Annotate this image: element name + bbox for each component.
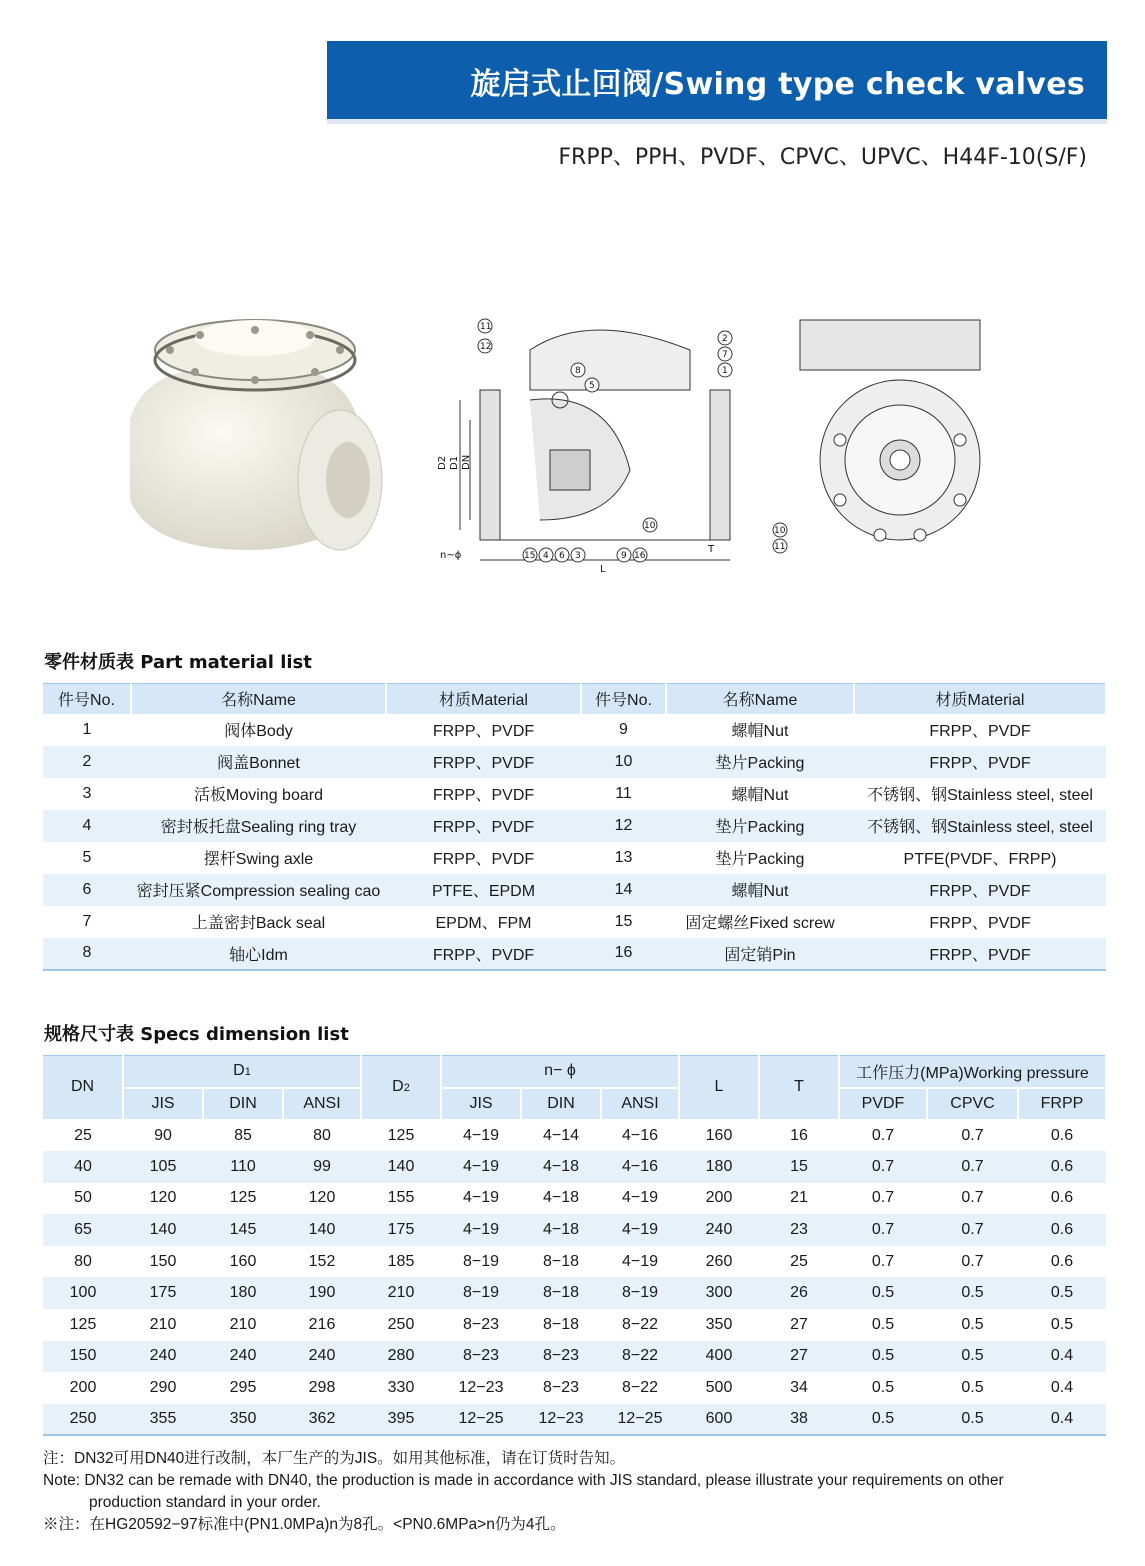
col-dn: DN xyxy=(43,1056,123,1120)
table-cell: 21 xyxy=(790,1189,808,1207)
table-cell: 4−19 xyxy=(462,1189,500,1207)
table-cell: FRPP、PVDF xyxy=(854,746,1106,778)
parts-row xyxy=(43,906,1106,938)
callout-12 xyxy=(478,339,492,353)
table-cell: 40 xyxy=(43,1151,123,1183)
table-cell: 25 xyxy=(790,1252,808,1270)
part-material-table xyxy=(43,683,1107,971)
table-cell: 密封压紧Compression sealing cao xyxy=(131,874,386,906)
table-cell: 阀盖Bonnet xyxy=(131,746,386,778)
table-cell: 0.5 xyxy=(927,1277,1018,1309)
table-cell: 12−25 xyxy=(441,1404,521,1436)
note-en: Note: DN32 can be remade with DN40, the production is made in accordance with JIS standard, please illustrate your requirements on other xyxy=(43,1472,1004,1489)
table-cell: 140 xyxy=(283,1214,361,1246)
table-cell: 0.7 xyxy=(839,1214,927,1246)
specs-header-row-2 xyxy=(43,1088,1106,1120)
sub-ansi: ANSI xyxy=(283,1088,361,1120)
sub-frpp: FRPP xyxy=(1018,1088,1106,1120)
callout-4 xyxy=(539,548,553,562)
table-cell: 12−25 xyxy=(601,1404,679,1436)
parts-row xyxy=(43,778,1106,810)
table-cell: 0.7 xyxy=(961,1126,984,1144)
table-cell: 0.7 xyxy=(871,1189,895,1207)
sub-din: DIN xyxy=(521,1088,601,1120)
table-cell: 350 xyxy=(203,1404,283,1436)
callout-11 xyxy=(478,319,492,333)
table-cell: 395 xyxy=(361,1404,441,1436)
table-cell: 99 xyxy=(283,1151,361,1183)
table-cell: EPDM、FPM xyxy=(435,915,532,932)
table-cell: 不锈钢、钢Stainless steel, steel xyxy=(867,787,1093,804)
table-cell: PTFE(PVDF、FRPP) xyxy=(903,851,1057,868)
table-cell: FRPP、PVDF xyxy=(929,723,1031,740)
table-cell: 4−19 xyxy=(621,1252,659,1270)
svg-text:1: 1 xyxy=(722,366,728,376)
callout-5 xyxy=(585,378,599,392)
table-cell: 0.4 xyxy=(1018,1341,1106,1373)
callout-10 xyxy=(643,518,657,532)
callout-8 xyxy=(571,363,585,377)
table-cell: 8−23 xyxy=(521,1341,601,1373)
table-cell: 160 xyxy=(229,1252,257,1270)
table-cell: 0.7 xyxy=(871,1126,895,1144)
callout-7 xyxy=(718,347,732,361)
svg-text:6: 6 xyxy=(559,551,565,561)
note-en-cont: production standard in your order. xyxy=(89,1494,321,1511)
table-cell: 145 xyxy=(203,1214,283,1246)
specs-section-title: 规格尺寸表 Specs dimension list xyxy=(44,1024,349,1045)
table-cell: FRPP、PVDF xyxy=(432,851,535,868)
dim-d1: D1 xyxy=(449,455,460,470)
table-cell: FRPP、PVDF xyxy=(929,915,1031,932)
callout-6 xyxy=(555,548,569,562)
table-cell: 240 xyxy=(679,1214,759,1246)
table-cell: 2 xyxy=(43,746,131,778)
table-cell: 0.4 xyxy=(1050,1379,1074,1397)
table-cell: 摆杆Swing axle xyxy=(203,851,314,868)
table-cell: 38 xyxy=(759,1404,839,1436)
table-cell: 240 xyxy=(283,1341,361,1373)
sub-jis: JIS xyxy=(441,1088,521,1120)
title-banner xyxy=(327,41,1107,119)
svg-text:11: 11 xyxy=(774,542,786,552)
table-cell: 125 xyxy=(229,1189,257,1207)
table-cell: 250 xyxy=(387,1315,415,1333)
parts-row xyxy=(43,714,1106,746)
table-cell: 上盖密封Back seal xyxy=(191,915,326,932)
table-cell: FRPP、PVDF xyxy=(854,874,1106,906)
sub-jis: JIS xyxy=(123,1088,203,1120)
table-cell: 0.6 xyxy=(1050,1252,1074,1270)
col-no: 件号No. xyxy=(581,684,666,714)
specs-row xyxy=(43,1214,1106,1246)
table-cell: 4−19 xyxy=(441,1151,521,1183)
table-cell: 0.5 xyxy=(839,1277,927,1309)
table-cell: 4−19 xyxy=(462,1126,500,1144)
table-cell: 240 xyxy=(203,1341,283,1373)
svg-text:5: 5 xyxy=(589,381,595,391)
table-cell: 140 xyxy=(123,1214,203,1246)
table-cell: 6 xyxy=(43,874,131,906)
table-cell: 140 xyxy=(361,1151,441,1183)
table-cell: 0.5 xyxy=(1050,1315,1074,1333)
col-material: 材质Material xyxy=(386,684,581,714)
table-cell: 0.5 xyxy=(839,1341,927,1373)
specs-row xyxy=(43,1309,1106,1341)
parts-row xyxy=(43,842,1106,874)
table-cell: 23 xyxy=(759,1214,839,1246)
svg-text:10: 10 xyxy=(644,521,656,531)
table-cell: 25 xyxy=(74,1126,92,1144)
svg-text:4: 4 xyxy=(543,551,549,561)
sub-cpvc: CPVC xyxy=(927,1088,1018,1120)
table-cell: 轴心Idm xyxy=(131,938,386,970)
dim-l: L xyxy=(600,564,606,575)
table-cell: 180 xyxy=(679,1151,759,1183)
table-cell: 0.5 xyxy=(839,1404,927,1436)
table-cell: 4−18 xyxy=(521,1151,601,1183)
table-cell: 4−19 xyxy=(601,1214,679,1246)
table-cell: 8−23 xyxy=(462,1315,500,1333)
table-cell: 4−16 xyxy=(621,1126,659,1144)
table-cell: FRPP、PVDF xyxy=(386,810,581,842)
dim-dn: DN xyxy=(461,454,472,470)
table-cell: 125 xyxy=(387,1126,415,1144)
parts-row xyxy=(43,938,1106,970)
table-cell: 8−22 xyxy=(621,1315,659,1333)
table-cell: 185 xyxy=(387,1252,415,1270)
table-cell: 175 xyxy=(361,1214,441,1246)
table-cell: 4−19 xyxy=(621,1189,659,1207)
table-cell: 400 xyxy=(679,1341,759,1373)
specs-row xyxy=(43,1246,1106,1278)
table-cell: 210 xyxy=(361,1277,441,1309)
table-cell: 4−16 xyxy=(601,1151,679,1183)
materials-subtitle: FRPP、PPH、PVDF、CPVC、UPVC、H44F-10(S/F) xyxy=(558,145,1087,170)
front-callout-11 xyxy=(773,539,787,553)
table-cell: 290 xyxy=(149,1379,177,1397)
table-cell: 216 xyxy=(308,1315,336,1333)
dim-d2: D2 xyxy=(437,455,448,470)
table-cell: 27 xyxy=(759,1341,839,1373)
table-cell: 不锈钢、钢Stainless steel, steel xyxy=(854,810,1106,842)
table-cell: 362 xyxy=(283,1404,361,1436)
table-cell: 155 xyxy=(387,1189,415,1207)
svg-text:3: 3 xyxy=(575,551,581,561)
svg-text:2: 2 xyxy=(722,334,728,344)
parts-header-row xyxy=(43,684,1106,714)
table-cell: 12−23 xyxy=(521,1404,601,1436)
specs-row xyxy=(43,1341,1106,1373)
table-cell: 27 xyxy=(790,1315,808,1333)
table-cell: 螺帽Nut xyxy=(666,874,854,906)
table-cell: 85 xyxy=(234,1126,252,1144)
front-callout-10 xyxy=(773,523,787,537)
table-cell: 垫片Packing xyxy=(715,851,805,868)
table-cell: 垫片Packing xyxy=(666,810,854,842)
table-cell: 4−18 xyxy=(521,1214,601,1246)
table-cell: 190 xyxy=(283,1277,361,1309)
col-t: T xyxy=(759,1056,839,1120)
specs-row xyxy=(43,1404,1106,1436)
table-cell: 260 xyxy=(705,1252,733,1270)
table-cell: 1 xyxy=(82,720,92,738)
col-working-pressure: 工作压力(MPa)Working pressure xyxy=(839,1056,1106,1088)
table-cell: 180 xyxy=(203,1277,283,1309)
callout-2 xyxy=(718,331,732,345)
table-cell: 50 xyxy=(74,1189,92,1207)
svg-text:11: 11 xyxy=(480,322,492,332)
svg-text:10: 10 xyxy=(774,526,786,536)
table-cell: 110 xyxy=(203,1151,283,1183)
table-cell: 0.5 xyxy=(927,1341,1018,1373)
table-cell: 固定螺丝Fixed screw xyxy=(685,915,835,932)
table-cell: 350 xyxy=(705,1315,733,1333)
specs-dimension-table xyxy=(43,1055,1107,1436)
table-cell: 0.7 xyxy=(871,1252,895,1270)
table-cell: FRPP、PVDF xyxy=(432,723,535,740)
table-cell: 8−23 xyxy=(542,1379,580,1397)
table-cell: 15 xyxy=(614,912,633,930)
table-cell: 0.5 xyxy=(961,1315,984,1333)
table-cell: 80 xyxy=(313,1126,331,1144)
table-cell: 295 xyxy=(229,1379,257,1397)
table-cell: 0.5 xyxy=(927,1404,1018,1436)
table-cell: 300 xyxy=(679,1277,759,1309)
table-cell: 0.5 xyxy=(961,1379,984,1397)
table-cell: 0.6 xyxy=(1018,1214,1106,1246)
svg-text:12: 12 xyxy=(480,342,492,352)
table-cell: 120 xyxy=(308,1189,336,1207)
table-cell: 0.4 xyxy=(1018,1404,1106,1436)
col-n-phi: n− ϕ xyxy=(441,1056,679,1088)
table-cell: 160 xyxy=(705,1126,733,1144)
table-cell: 0.7 xyxy=(961,1189,984,1207)
table-cell: 105 xyxy=(123,1151,203,1183)
front-view-drawing xyxy=(760,290,1000,580)
table-cell: 298 xyxy=(308,1379,336,1397)
table-cell: 150 xyxy=(149,1252,177,1270)
note-cn-2: ※注：在HG20592−97标准中(PN1.0MPa)n为8孔。<PN0.6MPa>n仍为4孔。 xyxy=(43,1516,566,1533)
table-cell: 13 xyxy=(614,848,633,866)
table-cell: 150 xyxy=(43,1341,123,1373)
table-cell: 活板Moving board xyxy=(194,787,323,804)
col-d1: D1 xyxy=(123,1056,361,1088)
table-cell: 0.6 xyxy=(1018,1151,1106,1183)
table-cell: 3 xyxy=(82,784,92,802)
table-cell: 200 xyxy=(705,1189,733,1207)
table-cell: FRPP、PVDF xyxy=(386,938,581,970)
table-cell: 8−19 xyxy=(601,1277,679,1309)
table-cell: 0.7 xyxy=(927,1214,1018,1246)
sub-pvdf: PVDF xyxy=(839,1088,927,1120)
table-cell: 8−22 xyxy=(621,1379,659,1397)
specs-header-row-1 xyxy=(43,1056,1106,1088)
table-cell: 7 xyxy=(82,912,92,930)
table-cell: 500 xyxy=(705,1379,733,1397)
table-cell: 355 xyxy=(123,1404,203,1436)
table-cell: 0.7 xyxy=(927,1151,1018,1183)
table-cell: 100 xyxy=(43,1277,123,1309)
side-section-drawing xyxy=(430,290,750,580)
table-cell: 210 xyxy=(149,1315,177,1333)
svg-text:16: 16 xyxy=(634,551,646,561)
table-cell: FRPP、PVDF xyxy=(386,746,581,778)
table-cell: 螺帽Nut xyxy=(731,787,789,804)
table-cell: 15 xyxy=(759,1151,839,1183)
table-cell: 4 xyxy=(43,810,131,842)
table-cell: 16 xyxy=(581,938,666,970)
dim-n-phi: n~ϕ xyxy=(440,550,462,561)
table-cell: 8 xyxy=(43,938,131,970)
col-d2: D2 xyxy=(361,1056,441,1120)
table-cell: 330 xyxy=(387,1379,415,1397)
table-cell: 16 xyxy=(790,1126,808,1144)
sub-ansi: ANSI xyxy=(601,1088,679,1120)
table-cell: 90 xyxy=(154,1126,172,1144)
table-cell: 240 xyxy=(123,1341,203,1373)
specs-row xyxy=(43,1151,1106,1183)
table-cell: 固定销Pin xyxy=(666,938,854,970)
table-cell: 0.5 xyxy=(1018,1277,1106,1309)
table-cell: 螺帽Nut xyxy=(731,723,789,740)
table-cell: 280 xyxy=(361,1341,441,1373)
svg-text:15: 15 xyxy=(524,551,536,561)
table-cell: PTFE、EPDM xyxy=(386,874,581,906)
table-cell: 210 xyxy=(229,1315,257,1333)
table-cell: FRPP、PVDF xyxy=(854,938,1106,970)
table-cell: 10 xyxy=(581,746,666,778)
table-cell: 120 xyxy=(149,1189,177,1207)
specs-row xyxy=(43,1277,1106,1309)
table-cell: 250 xyxy=(43,1404,123,1436)
table-cell: 12 xyxy=(581,810,666,842)
parts-section-title: 零件材质表 Part material list xyxy=(44,652,312,673)
col-name: 名称Name xyxy=(131,684,386,714)
col-name: 名称Name xyxy=(666,684,854,714)
table-cell: 0.6 xyxy=(1050,1126,1074,1144)
svg-text:7: 7 xyxy=(722,350,728,360)
table-cell: 11 xyxy=(615,784,632,802)
table-cell: 175 xyxy=(123,1277,203,1309)
parts-row xyxy=(43,874,1106,906)
valve-photo xyxy=(110,300,400,560)
table-cell: 65 xyxy=(43,1214,123,1246)
svg-text:8: 8 xyxy=(575,366,581,376)
table-cell: 152 xyxy=(308,1252,336,1270)
callout-16 xyxy=(633,548,647,562)
table-cell: 8−18 xyxy=(542,1315,580,1333)
table-cell: 600 xyxy=(679,1404,759,1436)
callout-15 xyxy=(523,548,537,562)
specs-row xyxy=(43,1120,1106,1152)
col-no: 件号No. xyxy=(43,684,131,714)
table-cell: 34 xyxy=(790,1379,808,1397)
callout-1 xyxy=(718,363,732,377)
table-cell: 8−19 xyxy=(462,1252,500,1270)
parts-row xyxy=(43,746,1106,778)
table-cell: 26 xyxy=(759,1277,839,1309)
table-cell: 8−23 xyxy=(441,1341,521,1373)
callout-3 xyxy=(571,548,585,562)
table-cell: 垫片Packing xyxy=(666,746,854,778)
page-title: 旋启式止回阀/Swing type check valves xyxy=(470,67,1085,102)
table-cell: 8−18 xyxy=(521,1277,601,1309)
table-cell: 4−14 xyxy=(542,1126,580,1144)
dim-t: T xyxy=(708,544,715,555)
table-cell: 0.7 xyxy=(839,1151,927,1183)
callout-9 xyxy=(617,548,631,562)
table-cell: 12−23 xyxy=(458,1379,504,1397)
table-cell: 200 xyxy=(69,1379,97,1397)
table-cell: 9 xyxy=(619,720,628,738)
table-cell: 密封板托盘Sealing ring tray xyxy=(131,810,386,842)
table-cell: 0.7 xyxy=(961,1252,984,1270)
parts-row xyxy=(43,810,1106,842)
table-cell: 0.5 xyxy=(871,1315,895,1333)
table-cell: 80 xyxy=(74,1252,92,1270)
note-cn: 注：DN32可用DN40进行改制，本厂生产的为JIS。如用其他标准，请在订货时告知。 xyxy=(43,1450,626,1467)
table-cell: 4−18 xyxy=(542,1189,580,1207)
table-cell: 0.6 xyxy=(1050,1189,1074,1207)
specs-row xyxy=(43,1183,1106,1215)
col-material: 材质Material xyxy=(854,684,1106,714)
col-l: L xyxy=(679,1056,759,1120)
table-cell: 14 xyxy=(581,874,666,906)
table-cell: 8−22 xyxy=(601,1341,679,1373)
table-cell: 8−18 xyxy=(542,1252,580,1270)
table-cell: FRPP、PVDF xyxy=(432,787,535,804)
sub-din: DIN xyxy=(203,1088,283,1120)
table-cell: 4−19 xyxy=(441,1214,521,1246)
table-cell: 8−19 xyxy=(441,1277,521,1309)
table-cell: 125 xyxy=(69,1315,97,1333)
svg-text:9: 9 xyxy=(621,551,627,561)
table-cell: 0.5 xyxy=(871,1379,895,1397)
specs-row xyxy=(43,1372,1106,1404)
table-cell: 阀体Body xyxy=(224,723,293,740)
notes xyxy=(43,1448,1113,1536)
table-cell: 5 xyxy=(82,848,92,866)
